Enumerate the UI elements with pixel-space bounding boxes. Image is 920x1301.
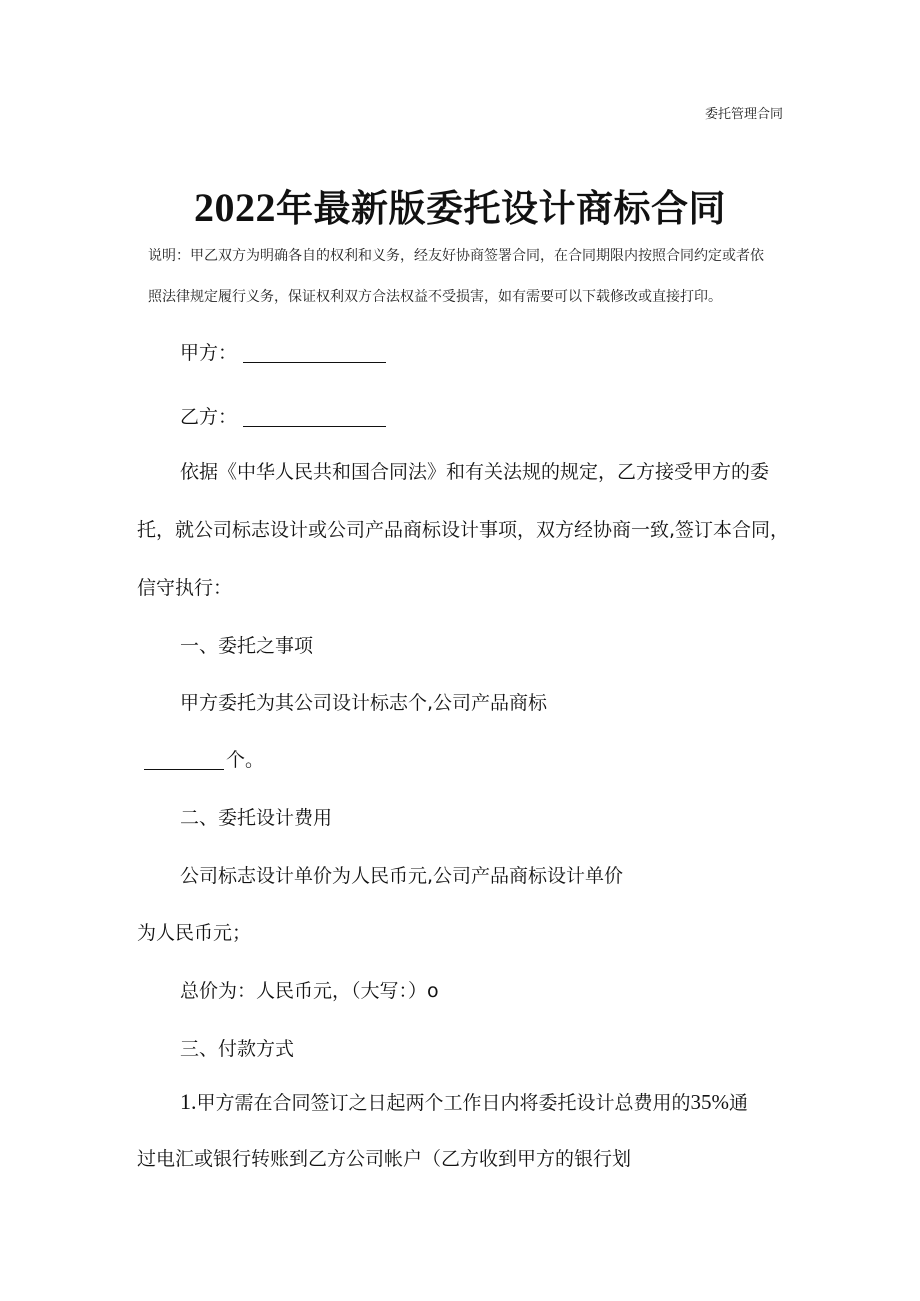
section-3-item-1-line-1	[180, 1088, 748, 1115]
section-2-heading: 二、委托设计费用	[180, 807, 333, 829]
section-3-heading: 三、付款方式	[180, 1038, 295, 1060]
section-2-line-3: 总价为：人民币元，（大写：）o	[180, 980, 439, 1002]
intro-line-1: 依据《中华人民共和国合同法》和有关法规的规定，乙方接受甲方的委	[180, 461, 770, 483]
party-a-label: 甲方：	[180, 342, 238, 364]
section-1-line-2: 个。	[226, 749, 265, 771]
title-text: 年最新版委托设计商标合同	[276, 187, 726, 230]
section-3-item-1-line-2: 过电汇或银行转账到乙方公司帐户（乙方收到甲方的银行划	[137, 1148, 632, 1170]
party-a-row	[180, 338, 386, 365]
section-1-heading: 一、委托之事项	[180, 635, 314, 657]
item-1-percent: 35%	[690, 1090, 730, 1114]
item-1-number: 1.	[180, 1089, 197, 1114]
section-2-line-1: 公司标志设计单价为人民币元,公司产品商标设计单价	[180, 865, 624, 887]
header-label: 委托管理合同	[704, 107, 783, 122]
item-1-text-b: 通	[729, 1092, 749, 1114]
intro-line-3: 信守执行：	[137, 577, 233, 599]
party-b-blank	[243, 425, 386, 427]
quantity-blank	[144, 768, 224, 770]
party-b-label: 乙方：	[180, 406, 238, 428]
intro-line-2: 托，就公司标志设计或公司产品商标设计事项，双方经协商一致,签订本合同，	[137, 519, 790, 541]
section-1-line-1: 甲方委托为其公司设计标志个,公司产品商标	[180, 692, 548, 714]
title-year: 2022	[194, 185, 276, 230]
section-1-line-2-row	[144, 745, 264, 772]
document-title	[0, 178, 920, 232]
section-2-line-2: 为人民币元；	[137, 922, 252, 944]
party-a-blank	[243, 361, 386, 363]
note-line-1: 说明：甲乙双方为明确各自的权利和义务，经友好协商签署合同，在合同期限内按照合同约定或者依	[148, 248, 764, 264]
note-line-2: 照法律规定履行义务，保证权利双方合法权益不受损害，如有需要可以下载修改或直接打印。	[148, 289, 722, 305]
party-b-row	[180, 402, 386, 429]
item-1-text-a: 甲方需在合同签订之日起两个工作日内将委托设计总费用的	[196, 1092, 691, 1114]
